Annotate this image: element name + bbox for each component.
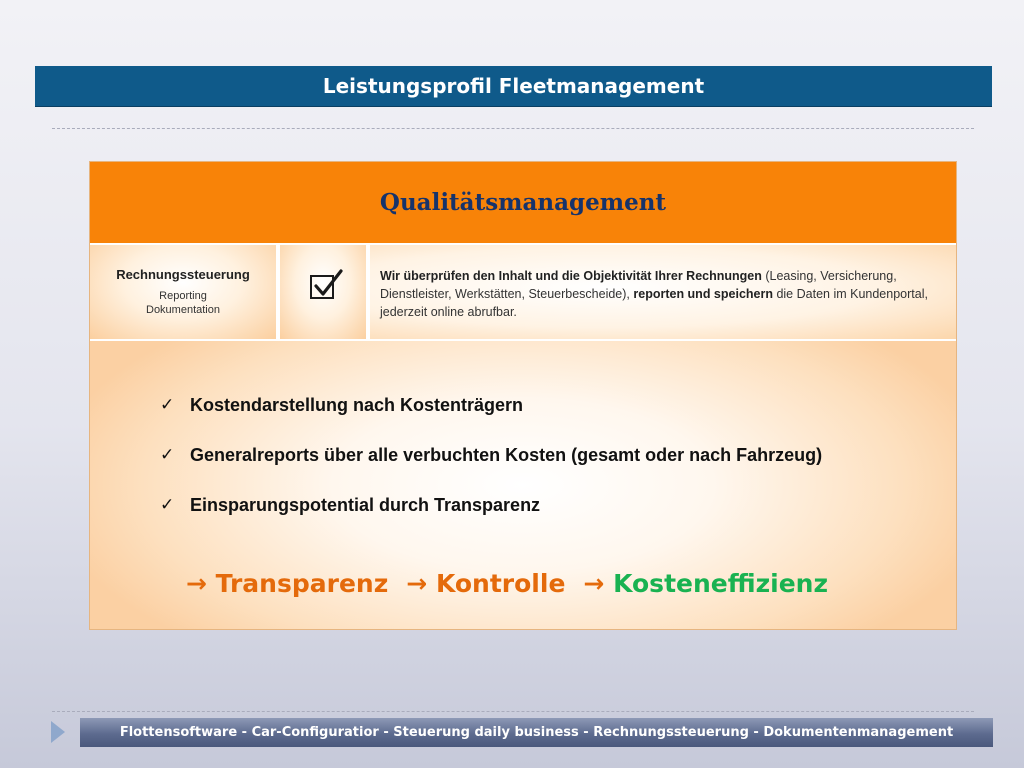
bottom-divider	[52, 711, 974, 712]
arrow-right-icon: →	[406, 569, 428, 598]
checkmark-icon: ✓	[160, 445, 175, 464]
slogan-kosteneffizienz: Kosteneffizienz	[613, 569, 829, 598]
arrow-right-icon: →	[186, 569, 207, 598]
row-description-cell	[370, 245, 956, 339]
row-sublabel-reporting: Reporting	[159, 290, 207, 302]
list-item	[160, 395, 822, 445]
slogan	[186, 569, 828, 598]
desc-text-1: (Leasing, Versicherung, Dienstleister, Werkstätten, Steuerbescheide),	[380, 269, 897, 301]
top-divider	[52, 128, 974, 129]
benefit-list	[160, 395, 822, 545]
slogan-transparenz: Transparenz	[215, 569, 389, 598]
page-title: Leistungsprofil Fleetmanagement	[35, 66, 992, 107]
checkbox-checked-icon	[310, 275, 334, 299]
list-item	[160, 445, 822, 495]
arrow-right-icon: →	[583, 569, 605, 598]
row-check-cell	[280, 245, 368, 339]
desc-bold-1: Wir überprüfen den Inhalt und die Objektivität Ihrer Rechnungen	[380, 269, 762, 283]
row-description	[380, 267, 946, 321]
footer-bar: Flottensoftware - Car-Configuratior - Steuerung daily business - Rechnungssteuerung - Dokumentenmanagement	[80, 718, 993, 747]
row-label: Rechnungssteuerung	[116, 267, 250, 282]
checkmark-icon: ✓	[160, 395, 175, 414]
benefits-area	[90, 341, 956, 629]
play-icon	[51, 721, 65, 743]
row-label-cell	[90, 245, 278, 339]
desc-bold-2: reporten und speichern	[633, 287, 773, 301]
bullet-text: Generalreports über alle verbuchten Kosten (gesamt oder nach Fahrzeug)	[190, 445, 823, 465]
slogan-kontrolle: Kontrolle	[435, 569, 566, 598]
bullet-text: Einsparungspotential durch Transparenz	[190, 495, 541, 515]
bullet-text: Kostendarstellung nach Kostenträgern	[190, 395, 524, 415]
content-panel	[89, 161, 957, 630]
info-row	[90, 245, 956, 341]
desc-text-2: die Daten im Kundenportal, jederzeit online abrufbar.	[380, 287, 928, 319]
checkmark-icon: ✓	[160, 495, 175, 514]
panel-heading: Qualitätsmanagement	[90, 162, 956, 245]
row-sublabel-documentation: Dokumentation	[146, 304, 220, 316]
list-item	[160, 495, 822, 545]
